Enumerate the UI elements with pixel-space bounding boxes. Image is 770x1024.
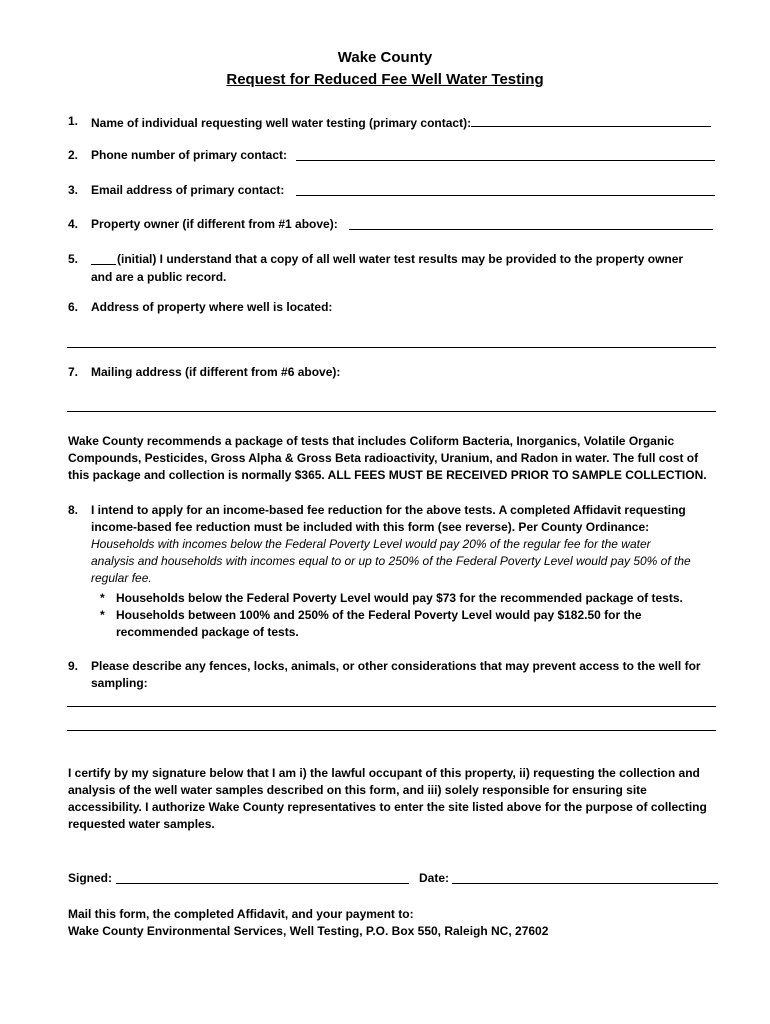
- item-4-label-text: Property owner (if different from #1 above):: [91, 217, 338, 231]
- bullet-2-text: [116, 607, 716, 641]
- bullet-2-marker: *: [100, 608, 105, 622]
- signature-field[interactable]: [116, 870, 409, 884]
- item-8-line-1: I intend to apply for an income-based fee reduction for the above tests. A completed Affidavit requesting: [91, 503, 686, 517]
- bullet-2-line-1: Households between 100% and 250% of the Federal Poverty Level would pay $182.50 for the: [116, 608, 642, 622]
- item-6-label: Address of property where well is located:: [91, 300, 333, 314]
- ordinance-line-1: Households with incomes below the Federal Poverty Level would pay 20% of the regular fee for the water: [91, 537, 651, 551]
- certification-paragraph: [68, 765, 728, 833]
- property-address-field[interactable]: [67, 347, 716, 348]
- item-3-label-text: Email address of primary contact:: [91, 183, 285, 197]
- access-considerations-field-1[interactable]: [67, 706, 716, 707]
- item-7-label: Mailing address (if different from #6 above):: [91, 365, 341, 379]
- item-1-label: [91, 113, 711, 132]
- certification-line-1: I certify by my signature below that I am i) the lawful occupant of this property, ii) requesting the collection and: [68, 766, 700, 780]
- item-9-line-2: sampling:: [91, 676, 148, 690]
- item-4-label: [91, 216, 338, 233]
- item-8-line-2: income-based fee reduction must be included with this form (see reverse). Per County Ordinance:: [91, 520, 650, 534]
- primary-contact-name-field[interactable]: [471, 113, 711, 127]
- item-2-label-text: Phone number of primary contact:: [91, 148, 288, 162]
- item-9-line-1: Please describe any fences, locks, animals, or other considerations that may prevent access to the well for: [91, 659, 701, 673]
- recommendation-paragraph: [68, 433, 728, 484]
- item-6-number: 6.: [68, 300, 79, 314]
- date-field[interactable]: [452, 870, 718, 884]
- email-field[interactable]: [296, 182, 715, 196]
- recommendation-line-2: Compounds, Pesticides, Gross Alpha & Gross Beta radioactivity, Uranium, and Radon in water. The full cost of: [68, 451, 699, 465]
- item-9-number: 9.: [68, 659, 79, 673]
- item-9-text: [91, 658, 731, 692]
- item-5-number: 5.: [68, 252, 79, 266]
- item-7-number: 7.: [68, 365, 79, 379]
- access-considerations-field-2[interactable]: [67, 730, 716, 731]
- bullet-2-line-2: recommended package of tests.: [116, 625, 299, 639]
- phone-number-field[interactable]: [296, 147, 715, 161]
- item-8-text: [91, 502, 731, 587]
- item-1-number: 1.: [68, 114, 79, 128]
- item-2-label: [91, 147, 287, 164]
- mail-line-2: Wake County Environmental Services, Well Testing, P.O. Box 550, Raleigh NC, 27602: [68, 924, 549, 938]
- recommendation-line-1: Wake County recommends a package of tests that includes Coliform Bacteria, Inorganics, Volatile Organic: [68, 434, 675, 448]
- mailing-instructions: [68, 906, 728, 940]
- item-5-label-line2: and are a public record.: [91, 270, 227, 284]
- mailing-address-field[interactable]: [67, 411, 716, 412]
- county-title: Wake County: [337, 49, 433, 66]
- item-3-number: 3.: [68, 183, 79, 197]
- date-label: Date:: [419, 871, 450, 885]
- bullet-1-text: Households below the Federal Poverty Level would pay $73 for the recommended package of tests.: [116, 591, 683, 605]
- item-5-label: (initial) I understand that a copy of all well water test results may be provided to the property owner: [117, 252, 684, 266]
- property-owner-field[interactable]: [349, 216, 713, 230]
- mail-line-1: Mail this form, the completed Affidavit, and your payment to:: [68, 907, 414, 921]
- bullet-1-marker: *: [100, 591, 105, 605]
- ordinance-line-2: analysis and households with incomes equal to or up to 250% of the Federal Poverty Level would pay 50% of the: [91, 554, 691, 568]
- form-title: Request for Reduced Fee Well Water Testing: [226, 71, 544, 88]
- signed-label: Signed:: [68, 871, 112, 885]
- item-2-number: 2.: [68, 148, 79, 162]
- ordinance-line-3: regular fee.: [91, 571, 152, 585]
- item-8-number: 8.: [68, 503, 79, 517]
- item-1-label-text: Name of individual requesting well water testing (primary contact):: [91, 116, 472, 130]
- certification-line-3: accessibility. I authorize Wake County representatives to enter the site listed above for the purpose of collecting: [68, 800, 707, 814]
- certification-line-4: requested water samples.: [68, 817, 215, 831]
- recommendation-line-3: this package and collection is normally $365. ALL FEES MUST BE RECEIVED PRIOR TO SAMPLE COLLECTION.: [68, 468, 707, 482]
- certification-line-2: analysis of the well water samples described on this form, and iii) solely responsible for ensuring site: [68, 783, 647, 797]
- item-3-label: [91, 182, 284, 199]
- item-4-number: 4.: [68, 217, 79, 231]
- initial-field[interactable]: [91, 251, 116, 265]
